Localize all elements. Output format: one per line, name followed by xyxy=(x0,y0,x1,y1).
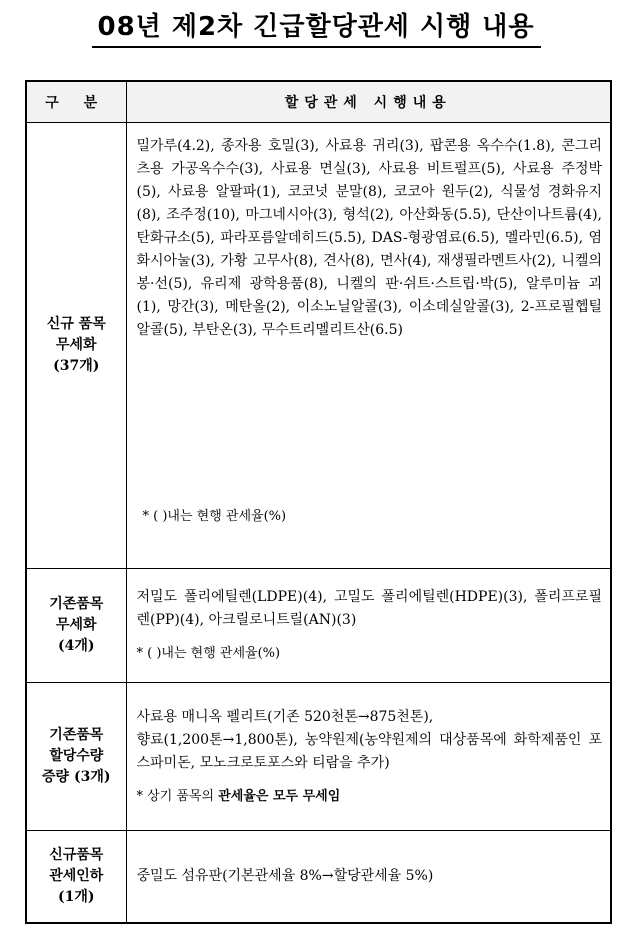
row-note xyxy=(137,785,603,808)
row-note-emphasis: 관세율은 모두 무세임 xyxy=(218,788,341,804)
row-label xyxy=(26,831,126,923)
row-content-text: 저밀도 폴리에틸렌(LDPE)(4), 고밀도 폴리에틸렌(HDPE)(3), 폴리프로필렌(PP)(4), 아크릴로니트릴(AN)(3) xyxy=(136,589,602,628)
table-row xyxy=(26,123,611,569)
row-note-prefix: * 상기 품목의 xyxy=(136,788,219,804)
row-label-line: 증량 (3개) xyxy=(42,769,111,785)
header-content: 할당관세 시행내용 xyxy=(126,81,611,123)
row-label-line: 무세화 xyxy=(55,617,97,633)
row-content-text: 밀가루(4.2), 종자용 호밀(3), 사료용 귀리(3), 팝콘용 옥수수(1.8), 콘그리츠용 가공옥수수(3), 사료용 면실(3), 사료용 비트펄프(5), 사료용 주정박(5), 사료용 알팔파(1), 코코넛 분말(8), 코코아 원두(2), 식물성 경화유지(8), 조주정(10), 마그네시아(3), 형석(2), 아산화동(5.5), 단산이나트륨(4), 탄화규소(5), 파라포름알데히드(5.5), DAS-형광염료(6.5), 멜라민(6.5), 염화시아눌(3), 가황 고무사(8), 견사(8), 면사(4), 재생필라멘트사(2), 니켈의 봉·선(5), 유리제 광학용품(8), 니켈의 판·쉬트·스트립·박(5), 알루미늄 괴(1), 망간(3), 메탄올(2), 이소노닐알콜(3), 이소데실알콜(3), 2-프로필헵틸알콜(5), 부탄온(3), 무수트리멜리트산(6.5) xyxy=(136,138,602,338)
row-label xyxy=(26,569,126,683)
row-label-line: (37개) xyxy=(53,358,100,374)
row-label-line: 신규품목 xyxy=(49,846,104,863)
row-label-line: 기존품목 xyxy=(49,596,104,612)
row-content xyxy=(126,831,611,923)
row-label-line: (1개) xyxy=(57,888,95,905)
row-label-line: (4개) xyxy=(57,638,95,654)
row-label-line: 신규 품목 xyxy=(46,316,106,332)
row-note: * ( )내는 현행 관세율(%) xyxy=(142,509,287,524)
tariff-table xyxy=(25,80,612,924)
page-title: 08년 제2차 긴급할당관세 시행 내용 xyxy=(92,6,541,48)
row-content xyxy=(126,569,611,683)
row-label xyxy=(26,683,126,831)
row-label xyxy=(26,123,126,569)
row-content-text: 중밀도 섬유판(기본관세율 8%→할당관세율 5%) xyxy=(136,867,434,884)
table-row xyxy=(26,831,611,923)
row-label-line: 관세인하 xyxy=(49,867,104,884)
title-container xyxy=(0,6,632,48)
row-content xyxy=(126,123,611,569)
row-label-line: 무세화 xyxy=(55,337,97,353)
table-row xyxy=(26,569,611,683)
table-row xyxy=(26,683,611,831)
row-label-line: 기존품목 xyxy=(49,727,104,743)
row-content-text: 사료용 매니옥 펠리트(기존 520천톤→875천톤), xyxy=(136,708,434,725)
table-header-row xyxy=(26,81,611,123)
header-category: 구 분 xyxy=(26,81,126,123)
row-content-text: 향료(1,200톤→1,800톤), 농약원제(농약원제의 대상품목에 화학제품인 포스파미돈, 모노크로토포스와 티람을 추가) xyxy=(136,731,602,771)
row-note: * ( )내는 현행 관세율(%) xyxy=(136,646,281,661)
row-content xyxy=(126,683,611,831)
row-label-line: 할당수량 xyxy=(49,748,104,764)
